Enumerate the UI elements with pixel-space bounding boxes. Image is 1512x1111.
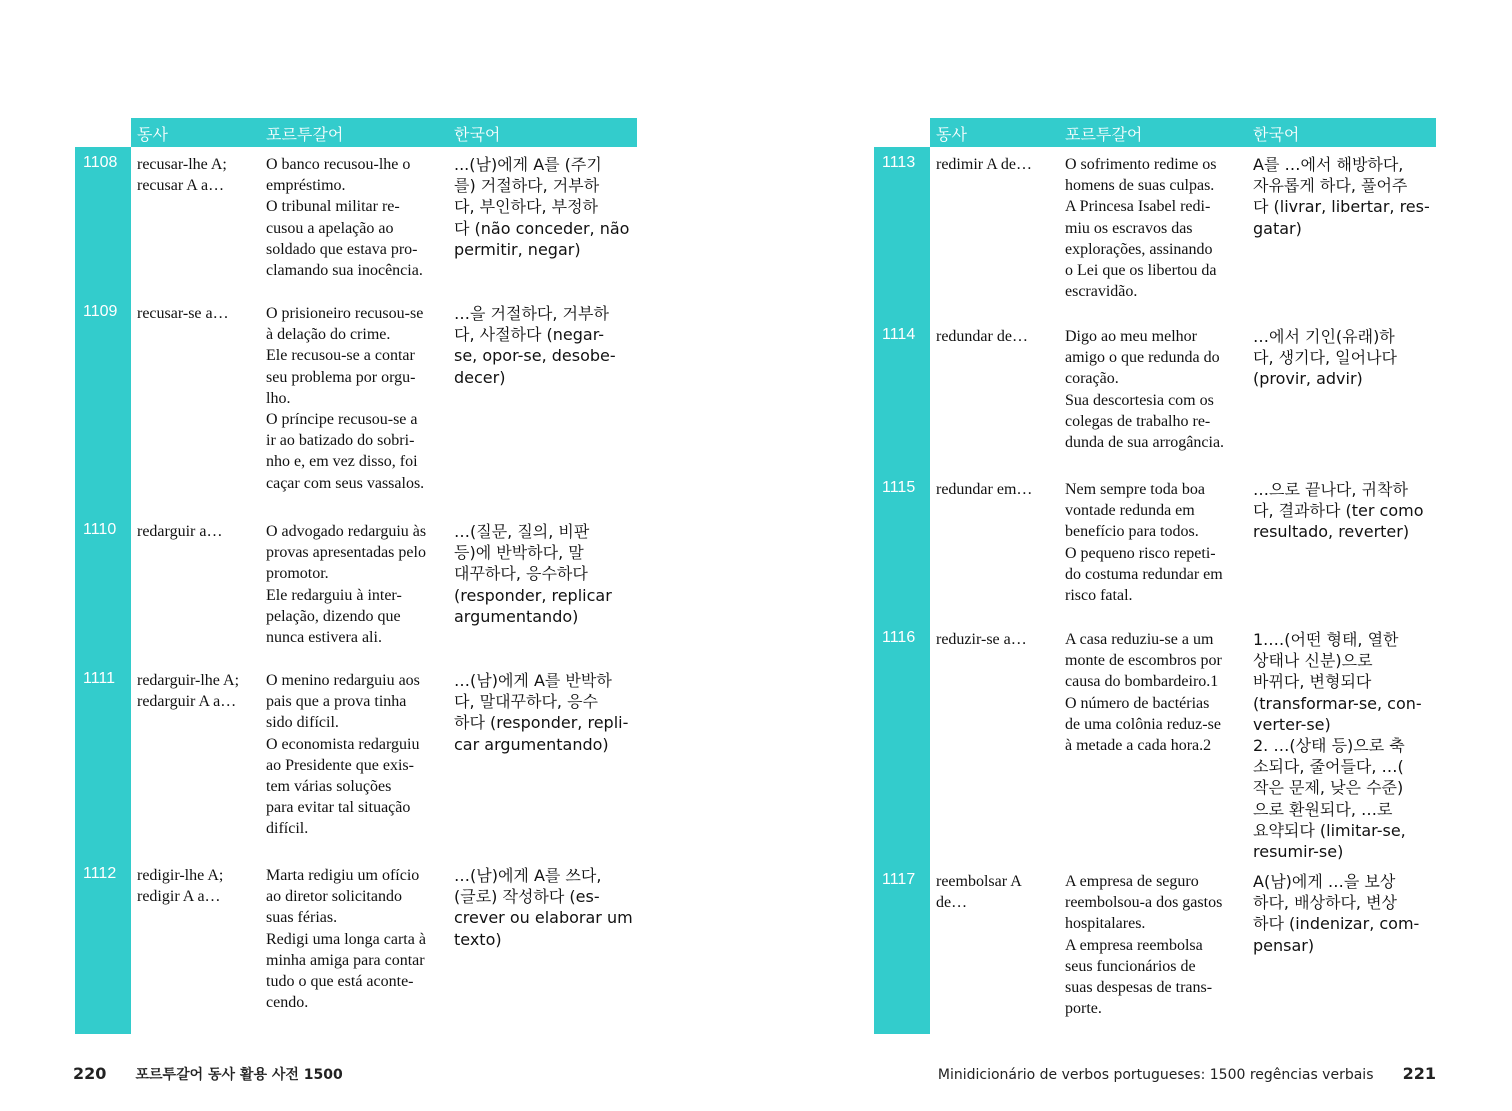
- entry-number: 1113: [882, 154, 916, 171]
- header-portuguese: 포르투갈어: [1065, 125, 1143, 144]
- entry-1114: [874, 319, 1436, 472]
- entry-portuguese-example: O banco recusou-lhe o empréstimo. O tribunal militar re- cusou a apelação ao soldado que estava pro- clamando sua inocência.: [266, 156, 423, 280]
- entry-number: 1109: [83, 303, 118, 320]
- entry-portuguese-example: Nem sempre toda boa vontade redunda em benefício para todos. O pequeno risco repeti- do costuma redundar em risco fatal.: [1065, 481, 1223, 605]
- table-header: [930, 118, 1436, 147]
- entry-number: 1110: [83, 521, 117, 538]
- entry-verb: redundar em…: [936, 481, 1033, 498]
- header-portuguese: 포르투갈어: [266, 125, 344, 144]
- entry-verb: recusar-se a…: [137, 305, 229, 322]
- entry-number: 1111: [83, 670, 116, 687]
- header-verb: 동사: [137, 125, 168, 144]
- entry-korean-meaning: …에서 기인(유래)하 다, 생기다, 일어나다 (provir, advir): [1253, 327, 1397, 389]
- page-footer: [938, 1064, 1436, 1083]
- entry-portuguese-example: O menino redarguiu aos pais que a prova tinha sido difícil. O economista redarguiu ao Presidente que exis- tem várias soluções para evitar tal situação difícil.: [266, 672, 420, 838]
- entry-1109: [75, 296, 637, 514]
- entry-portuguese-example: Digo ao meu melhor amigo o que redunda do coração. Sua descortesia com os colegas de trabalho re- dunda de sua arrogância.: [1065, 328, 1225, 452]
- entry-portuguese-example: O prisioneiro recusou-se à delação do crime. Ele recusou-se a contar seu problema por orgu- lho. O príncipe recusou-se a ir ao batizado do sobri- nho e, em vez disso, foi caçar com seus vassalos.: [266, 305, 425, 492]
- page-number: 221: [1402, 1064, 1436, 1083]
- entry-portuguese-example: Marta redigiu um ofício ao diretor solicitando suas férias. Redigi uma longa carta à minha amiga para contar tudo o que está aconte- cendo.: [266, 867, 426, 1012]
- entry-korean-meaning: …으로 끝나다, 귀착하 다, 결과하다 (ter como resultado, reverter): [1253, 480, 1424, 542]
- entry-verb: redundar de…: [936, 328, 1028, 345]
- header-korean: 한국어: [454, 125, 501, 144]
- book-title: 포르투갈어 동사 활용 사전 1500: [135, 1067, 343, 1083]
- entry-korean-meaning: …을 거절하다, 거부하 다, 사절하다 (negar- se, opor-se, desobe- decer): [454, 304, 616, 387]
- entry-1117: [874, 864, 1436, 1034]
- entry-number: 1116: [882, 629, 916, 646]
- entry-1116: [874, 622, 1436, 864]
- entry-verb: reduzir-se a…: [936, 631, 1027, 648]
- entry-number: 1108: [83, 154, 118, 171]
- entry-korean-meaning: …(질문, 질의, 비판 등)에 반박하다, 말 대꾸하다, 응수하다 (responder, replicar argumentando): [454, 522, 612, 626]
- table-header: [131, 118, 637, 147]
- entry-1110: [75, 514, 637, 663]
- entry-number: 1112: [83, 865, 117, 882]
- entry-number: 1114: [882, 326, 916, 343]
- entry-1111: [75, 663, 637, 858]
- entry-portuguese-example: A empresa de seguro reembolsou-a dos gastos hospitalares. A empresa reembolsa seus funcionários de suas despesas de trans- porte.: [1065, 873, 1223, 1018]
- entry-verb: recusar-lhe A; recusar A a…: [137, 156, 227, 195]
- entry-korean-meaning: ...(남)에게 A를 (주기 를) 거절하다, 거부하 다, 부인하다, 부정하 다 (não conceder, não permitir, negar): [454, 155, 630, 259]
- entry-portuguese-example: O sofrimento redime os homens de suas culpas. A Princesa Isabel redi- miu os escravos das explorações, assinando o Lei que os libertou da escravidão.: [1065, 156, 1217, 301]
- entry-korean-meaning: …(남)에게 A를 반박하 다, 말대꾸하다, 응수 하다 (responder, repli- car argumentando): [454, 671, 629, 754]
- entry-korean-meaning: 1.…(어떤 형태, 열한 상태나 신분)으로 바뀌다, 변형되다 (transformar-se, con- verter-se) 2. …(상태 등)으로 축 소되다, 줄어들다, …( 작은 문제, 낮은 수준) 으로 환원되다, …로 요약되다 (limitar-se, resumir-se): [1253, 630, 1422, 862]
- header-verb: 동사: [936, 125, 967, 144]
- entry-portuguese-example: O advogado redarguiu às provas apresentadas pelo promotor. Ele redarguiu à inter- pelação, dizendo que nunca estivera ali.: [266, 523, 427, 647]
- entry-number: 1117: [882, 871, 916, 888]
- entry-verb: redarguir a…: [137, 523, 223, 540]
- entry-korean-meaning: A를 …에서 해방하다, 자유롭게 하다, 풀어주 다 (livrar, libertar, res- gatar): [1253, 155, 1430, 238]
- entry-korean-meaning: A(남)에게 …을 보상 하다, 배상하다, 변상 하다 (indenizar, com- pensar): [1253, 872, 1420, 955]
- page-footer: [73, 1064, 343, 1084]
- entry-1108: [75, 147, 637, 296]
- entry-1115: [874, 472, 1436, 622]
- entry-verb: redimir A de…: [936, 156, 1032, 173]
- entry-number: 1115: [882, 479, 916, 496]
- book-title: Minidicionário de verbos portugueses: 1500 regências verbais: [937, 1067, 1374, 1083]
- entry-verb: redigir-lhe A; redigir A a…: [137, 867, 224, 906]
- entry-verb: redarguir-lhe A; redarguir A a…: [137, 672, 240, 711]
- page-number: 220: [73, 1064, 107, 1083]
- header-korean: 한국어: [1253, 125, 1300, 144]
- entry-korean-meaning: …(남)에게 A를 쓰다, (글로) 작성하다 (es- crever ou elaborar um texto): [454, 866, 633, 949]
- entry-1113: [874, 147, 1436, 319]
- entry-1112: [75, 858, 637, 1034]
- entry-portuguese-example: A casa reduziu-se a um monte de escombros por causa do bombardeiro.1 O número de bactérias de uma colônia reduz-se à metade a cada hora.2: [1065, 631, 1222, 755]
- entry-verb: reembolsar A de…: [936, 873, 1022, 912]
